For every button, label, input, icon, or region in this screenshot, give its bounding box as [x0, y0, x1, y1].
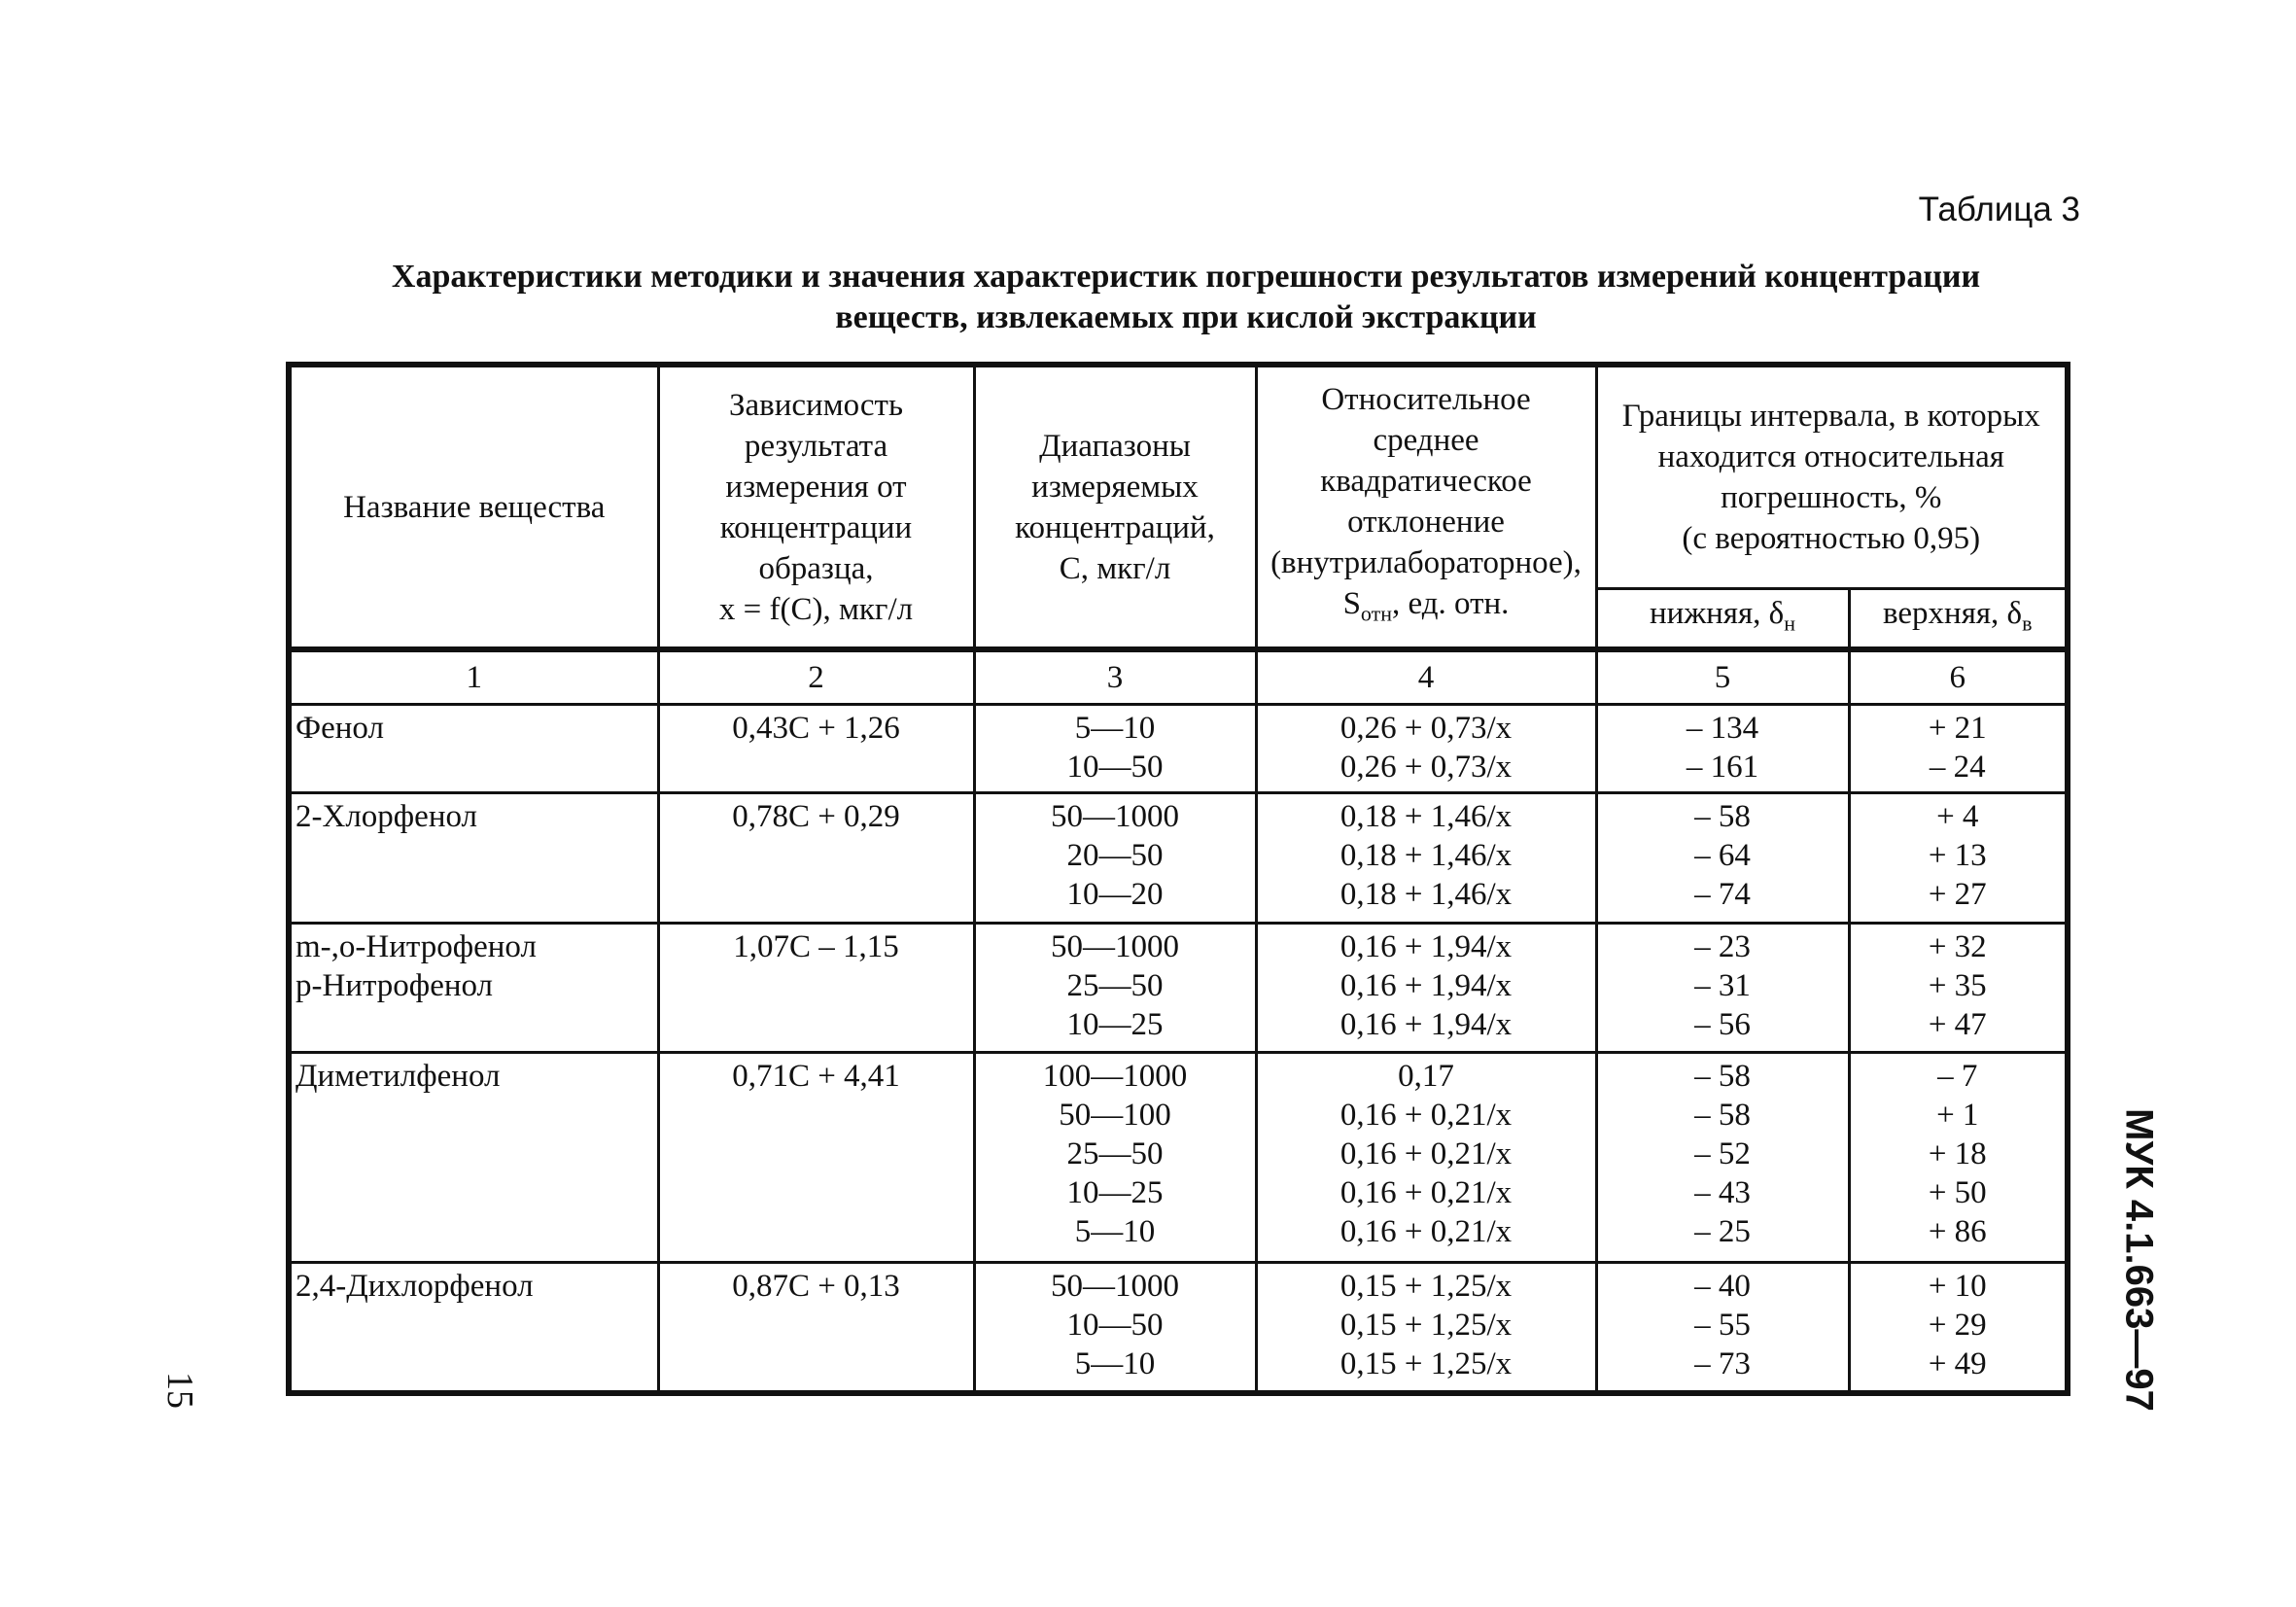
rsd-value: 0,16 + 0,21/x [1339, 1213, 1513, 1249]
rsd-value: 0,15 + 1,25/x [1339, 1307, 1513, 1343]
upper-bound-value: + 47 [1928, 1006, 1987, 1042]
range-cell [974, 1262, 1256, 1393]
header-ranges [974, 365, 1256, 649]
rsd-value: 0,16 + 0,21/x [1339, 1097, 1513, 1133]
substance-name-line: 2-Хлорфенол [296, 799, 478, 835]
dependence-formula: 1,07C – 1,15 [733, 928, 899, 964]
dependence-formula: 0,87C + 0,13 [732, 1268, 900, 1304]
lower-bound-value: – 134 [1686, 710, 1759, 746]
rsd-value: 0,16 + 1,94/x [1339, 967, 1513, 1003]
substance-name-cell [289, 1052, 658, 1262]
rsd-cell [1256, 793, 1596, 923]
data-table [286, 362, 2070, 1396]
lower-bound-value: – 52 [1694, 1135, 1751, 1171]
lower-bound-value: – 43 [1694, 1174, 1751, 1210]
range-value: 50—100 [1059, 1097, 1171, 1133]
rsd-value: 0,15 + 1,25/x [1339, 1345, 1513, 1381]
table-row [289, 1262, 2068, 1393]
range-value: 50—1000 [1051, 1268, 1179, 1304]
page-number [156, 1361, 204, 1419]
header-upper-text: верхняя, δ [1883, 595, 2023, 631]
rsd-value: 0,18 + 1,46/x [1339, 838, 1513, 874]
header-dependence-line: образца, [758, 550, 874, 586]
table-row [289, 704, 2068, 793]
rsd-value: 0,26 + 0,73/x [1339, 710, 1513, 746]
rsd-cell [1256, 923, 1596, 1052]
rsd-cell [1256, 704, 1596, 793]
upper-bound-value: + 21 [1928, 710, 1987, 746]
rsd-value: 0,15 + 1,25/x [1339, 1268, 1513, 1304]
dependence-cell [658, 1262, 974, 1393]
lower-bound-value: – 23 [1694, 928, 1751, 964]
substance-name-cell [289, 1262, 658, 1393]
range-value: 10—25 [1066, 1174, 1164, 1210]
header-rsd-line: Относительное [1321, 382, 1531, 418]
table-row [289, 793, 2068, 923]
range-value: 5—10 [1074, 710, 1156, 746]
range-value: 10—25 [1066, 1006, 1164, 1042]
upper-bound-value: + 1 [1936, 1097, 1979, 1133]
range-value: 10—50 [1066, 1307, 1164, 1343]
range-value: 10—20 [1066, 877, 1164, 913]
lower-bound-value: – 55 [1694, 1307, 1751, 1343]
table-label: Таблица 3 [1918, 191, 2080, 228]
header-interval-line: погрешность, % [1721, 479, 1942, 515]
header-upper-subscript: в [2022, 611, 2033, 636]
dependence-formula: 0,71C + 4,41 [732, 1058, 900, 1094]
lower-bound-value: – 58 [1694, 1058, 1751, 1094]
rsd-value: 0,18 + 1,46/x [1339, 799, 1513, 835]
header-interval-bounds [1596, 365, 2068, 588]
upper-bound-value: + 10 [1928, 1268, 1987, 1304]
document-code-text: МУК 4.1.663—97 [2117, 1108, 2161, 1412]
upper-bound-value: + 29 [1928, 1307, 1987, 1343]
lower-bound-cell [1596, 793, 1849, 923]
upper-bound-cell [1849, 1262, 2068, 1393]
lower-bound-cell [1596, 1052, 1849, 1262]
dependence-cell [658, 1052, 974, 1262]
dependence-formula: 0,78C + 0,29 [732, 799, 900, 835]
range-value: 25—50 [1066, 967, 1164, 1003]
dependence-cell [658, 923, 974, 1052]
range-value: 50—1000 [1051, 799, 1179, 835]
column-number: 6 [1849, 649, 2068, 704]
header-rsd-line: среднее [1373, 423, 1479, 459]
substance-name-cell [289, 793, 658, 923]
upper-bound-cell [1849, 1052, 2068, 1262]
header-ranges-line: Диапазоны [1039, 428, 1191, 464]
range-cell [974, 1052, 1256, 1262]
lower-bound-value: – 64 [1694, 838, 1751, 874]
upper-bound-value: + 32 [1928, 928, 1987, 964]
header-dependence-line: результата [744, 428, 888, 464]
lower-bound-cell [1596, 1262, 1849, 1393]
table-row [289, 1052, 2068, 1262]
header-substance-name: Название вещества [289, 365, 658, 649]
upper-bound-value: + 35 [1928, 967, 1987, 1003]
header-dependence-line: Зависимость [728, 387, 904, 423]
rsd-symbol-subscript: отн [1360, 601, 1393, 626]
header-rsd-line: квадратическое [1320, 464, 1532, 500]
table-body [289, 649, 2068, 1393]
rsd-value: 0,26 + 0,73/x [1339, 749, 1513, 785]
upper-bound-cell [1849, 793, 2068, 923]
lower-bound-cell [1596, 704, 1849, 793]
column-number-row [289, 649, 2068, 704]
column-number: 3 [974, 649, 1256, 704]
range-cell [974, 793, 1256, 923]
header-interval-line: Границы интервала, в которых [1621, 398, 2040, 434]
upper-bound-value: + 18 [1928, 1135, 1987, 1171]
rsd-value: 0,18 + 1,46/x [1339, 877, 1513, 913]
substance-name-cell [289, 923, 658, 1052]
rsd-symbol: S [1342, 586, 1361, 622]
range-value: 10—50 [1066, 749, 1164, 785]
header-rsd-line: (внутрилабораторное), [1270, 545, 1582, 581]
lower-bound-cell [1596, 923, 1849, 1052]
rsd-cell [1256, 1052, 1596, 1262]
range-value: 25—50 [1066, 1135, 1164, 1171]
title-line-1: Характеристики методики и значения характеристик погрешности результатов измерений концентрации [391, 259, 1981, 295]
rsd-value: 0,16 + 0,21/x [1339, 1174, 1513, 1210]
substance-name-line: p-Нитрофенол [296, 967, 494, 1003]
range-value: 50—1000 [1051, 928, 1179, 964]
upper-bound-value: – 24 [1929, 749, 1986, 785]
table-title [282, 257, 2090, 338]
column-number: 5 [1596, 649, 1849, 704]
document-code [2117, 1104, 2160, 1415]
lower-bound-value: – 40 [1694, 1268, 1751, 1304]
range-value: 100—1000 [1042, 1058, 1188, 1094]
header-dependence-line: x = f(C), мкг/л [718, 591, 914, 627]
rsd-units: , ед. отн. [1392, 586, 1510, 622]
lower-bound-value: – 74 [1694, 877, 1751, 913]
lower-bound-value: – 25 [1694, 1213, 1751, 1249]
dependence-cell [658, 793, 974, 923]
column-number: 4 [1256, 649, 1596, 704]
header-interval-line: (с вероятностью 0,95) [1682, 520, 1981, 556]
substance-name-line: Диметилфенол [296, 1058, 501, 1094]
upper-bound-value: + 4 [1936, 799, 1979, 835]
range-cell [974, 704, 1256, 793]
header-upper-bound [1849, 588, 2068, 649]
upper-bound-value: + 13 [1928, 838, 1987, 874]
upper-bound-value: + 50 [1928, 1174, 1987, 1210]
dependence-cell [658, 704, 974, 793]
rsd-value: 0,16 + 1,94/x [1339, 1006, 1513, 1042]
header-ranges-line: измеряемых [1031, 469, 1199, 505]
header-lower-subscript: н [1784, 611, 1795, 636]
header-dependence [658, 365, 974, 649]
lower-bound-value: – 58 [1694, 799, 1751, 835]
substance-name-line: 2,4-Дихлорфенол [296, 1268, 534, 1304]
range-value: 20—50 [1066, 838, 1164, 874]
range-value: 5—10 [1074, 1213, 1156, 1249]
substance-name-cell [289, 704, 658, 793]
header-dependence-line: концентрации [719, 509, 913, 545]
substance-name-line: Фенол [296, 710, 384, 746]
header-rsd-line: отклонение [1347, 505, 1505, 541]
header-dependence-line: измерения от [725, 469, 907, 505]
header-lower-text: нижняя, δ [1650, 595, 1785, 631]
upper-bound-value: + 49 [1928, 1345, 1987, 1381]
range-cell [974, 923, 1256, 1052]
page-number-text: 15 [159, 1372, 200, 1409]
lower-bound-value: – 161 [1686, 749, 1759, 785]
table-row [289, 923, 2068, 1052]
lower-bound-value: – 58 [1694, 1097, 1751, 1133]
range-value: 5—10 [1074, 1345, 1156, 1381]
header-rsd [1256, 365, 1596, 649]
header-interval-line: находится относительная [1657, 438, 2004, 474]
upper-bound-cell [1849, 704, 2068, 793]
upper-bound-cell [1849, 923, 2068, 1052]
column-number: 2 [658, 649, 974, 704]
lower-bound-value: – 73 [1694, 1345, 1751, 1381]
rsd-value: 0,16 + 1,94/x [1339, 928, 1513, 964]
header-ranges-line: концентраций, [1015, 509, 1215, 545]
rsd-cell [1256, 1262, 1596, 1393]
column-number: 1 [289, 649, 658, 704]
lower-bound-value: – 31 [1694, 967, 1751, 1003]
dependence-formula: 0,43C + 1,26 [732, 710, 900, 746]
lower-bound-value: – 56 [1694, 1006, 1751, 1042]
upper-bound-value: – 7 [1937, 1058, 1978, 1094]
rsd-value: 0,17 [1398, 1058, 1454, 1094]
header-lower-bound [1596, 588, 1849, 649]
header-rsd-symbol-line [1264, 583, 1589, 635]
title-line-2: веществ, извлекаемых при кислой экстракции [835, 299, 1537, 335]
upper-bound-value: + 27 [1928, 877, 1987, 913]
header-ranges-line: С, мкг/л [1059, 550, 1171, 586]
upper-bound-value: + 86 [1928, 1213, 1987, 1249]
substance-name-line: m-,o-Нитрофенол [296, 928, 537, 964]
rsd-value: 0,16 + 0,21/x [1339, 1135, 1513, 1171]
